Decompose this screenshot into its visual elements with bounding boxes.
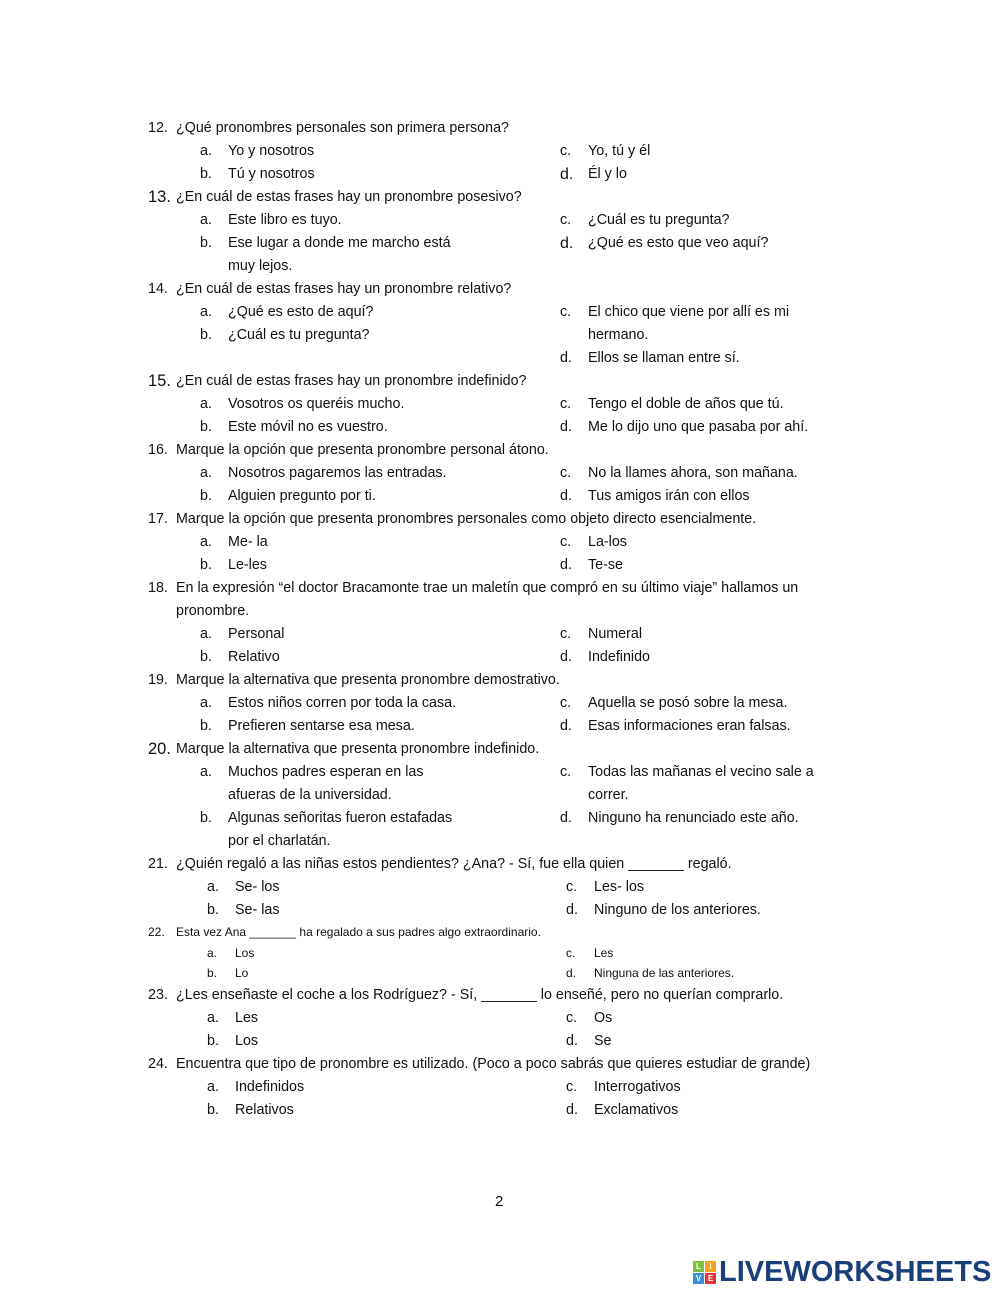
option-text: ¿Qué es esto que veo aquí? [588,235,769,251]
option-text: Tengo el doble de años que tú. [588,396,784,412]
question-24 [148,1053,888,1122]
option-text: Interrogativos [594,1078,681,1095]
option-text: Él y lo [588,166,627,182]
option-text: Te-se [588,557,623,573]
logo-tile: V [693,1273,704,1284]
options-column-left [148,531,560,577]
question-number: 18. [148,580,168,596]
option-text: La-los [588,534,627,550]
logo-tiles-icon [693,1261,716,1284]
option-letter: a. [200,764,212,780]
answer-option[interactable] [200,462,560,485]
option-text: Os [594,1009,613,1026]
option-text: Se- los [235,879,280,895]
option-letter: a. [207,879,219,895]
answer-option[interactable] [200,554,560,577]
option-letter: d. [560,488,572,504]
options-column-right [566,1076,886,1122]
options [148,301,888,370]
option-text: Tú y nosotros [228,166,315,182]
answer-option[interactable] [200,393,560,416]
answer-option[interactable] [560,347,880,370]
options-column-left [148,1076,566,1122]
question-line [148,117,888,140]
question-text: Marque la alternativa que presenta pronombre demostrativo. [176,672,560,688]
option-text: Este libro es tuyo. [228,212,342,228]
option-letter: c. [566,1078,578,1095]
question-18 [148,577,888,669]
option-letter: a. [207,945,218,960]
options-column-left [148,209,560,278]
option-letter: c. [560,695,572,711]
option-letter: d. [560,557,572,573]
option-letter: c. [560,143,572,159]
question-12 [148,117,888,186]
option-letter: a. [200,465,212,481]
option-text: Lo [235,966,249,980]
question-text: En la expresión “el doctor Bracamonte trae un maletín que compró en su último viaje” hallamos un pronombre. [176,580,799,619]
answer-option[interactable] [200,692,560,715]
options-column-right [566,943,886,984]
option-text: Les [594,945,614,960]
option-letter: d. [560,350,572,366]
answer-option[interactable] [560,715,880,738]
question-line [148,1053,888,1076]
options-column-right [560,623,880,669]
answer-option[interactable] [560,646,880,669]
options-column-right [566,876,886,922]
options-column-right [560,140,880,186]
logo-text: LIVEWORKSHEETS [719,1256,992,1288]
option-text: Relativo [228,649,280,665]
question-number: 23. [148,986,168,1003]
options [148,531,888,577]
question-text: Marque la alternativa que presenta pronombre indefinido. [176,741,540,757]
option-letter: a. [200,304,212,320]
question-text: ¿En cuál de estas frases hay un pronombre relativo? [176,281,512,297]
question-line [148,370,888,393]
options-column-right [560,301,880,370]
option-text: Numeral [588,626,643,642]
option-letter: d. [566,1101,578,1118]
worksheet-questions [148,117,888,1122]
answer-option[interactable] [207,963,566,984]
question-text: ¿En cuál de estas frases hay un pronombre indefinido? [176,373,527,389]
options-column-right [560,209,880,278]
question-number: 19. [148,672,168,688]
answer-option[interactable] [200,761,560,807]
option-letter: d. [560,649,572,665]
option-letter: a. [200,396,212,412]
option-text: Ese lugar a donde me marcho está muy lejos. [228,235,451,274]
answer-option[interactable] [560,531,880,554]
answer-option[interactable] [560,692,880,715]
answer-option[interactable] [560,209,880,232]
option-letter: a. [207,1009,219,1026]
option-letter: c. [560,465,572,481]
answer-option[interactable] [200,163,560,186]
question-text: Marque la opción que presenta pronombre personal átono. [176,442,549,458]
options-column-right [560,761,880,853]
options [148,876,888,922]
option-text: Ninguna de las anteriores. [594,966,735,980]
option-letter: b. [200,649,212,665]
answer-option[interactable] [200,232,560,278]
option-text: Yo, tú y él [588,143,651,159]
answer-option[interactable] [560,554,880,577]
question-line [148,508,888,531]
option-letter: a. [200,212,212,228]
option-text: Prefieren sentarse esa mesa. [228,718,415,734]
options [148,943,888,984]
options-column-left [148,623,560,669]
answer-option[interactable] [560,623,880,646]
option-text: Aquella se posó sobre la mesa. [588,695,788,711]
question-number: 20. [148,740,171,758]
option-text: Algunas señoritas fueron estafadas por el charlatán. [228,810,453,849]
question-number: 24. [148,1055,168,1072]
option-letter: b. [200,166,212,182]
option-letter: c. [566,879,578,895]
option-letter: d. [566,966,577,980]
logo-tile: I [705,1261,716,1272]
option-letter: b. [207,1032,219,1049]
answer-option[interactable] [560,462,880,485]
option-letter: b. [200,235,212,251]
option-text: Ellos se llaman entre sí. [588,350,740,366]
option-text: Ninguno de los anteriores. [594,902,761,918]
answer-option[interactable] [200,416,560,439]
option-letter: d. [566,902,578,918]
option-letter: b. [200,810,212,826]
answer-option[interactable] [200,301,560,324]
liveworksheets-logo [693,1256,991,1289]
answer-option[interactable] [207,1007,566,1030]
page-number: 2 [495,1193,504,1210]
question-text: Encuentra que tipo de pronombre es utilizado. (Poco a poco sabrás que quieres estudiar de grande) [176,1055,811,1072]
question-line [148,738,888,761]
answer-option[interactable] [200,324,560,347]
option-text: Estos niños corren por toda la casa. [228,695,457,711]
option-text: Indefinido [588,649,651,665]
options-column-right [566,1007,886,1053]
question-21 [148,853,888,922]
option-text: Ninguno ha renunciado este año. [588,810,799,826]
answer-option[interactable] [560,163,880,186]
question-line [148,669,888,692]
question-line [148,577,888,623]
option-text: Este móvil no es vuestro. [228,419,388,435]
options-column-right [560,462,880,508]
question-line [148,186,888,209]
answer-option[interactable] [566,876,886,899]
options [148,140,888,186]
question-20 [148,738,888,853]
answer-option[interactable] [560,761,880,807]
answer-option[interactable] [560,416,880,439]
answer-option[interactable] [200,209,560,232]
question-23 [148,984,888,1053]
option-letter: c. [560,304,572,320]
option-text: ¿Cuál es tu pregunta? [588,212,730,228]
answer-option[interactable] [200,531,560,554]
answer-option[interactable] [207,1030,566,1053]
option-letter: b. [207,966,218,980]
answer-option[interactable] [200,485,560,508]
option-letter: d. [560,810,572,826]
answer-option[interactable] [566,1007,886,1030]
option-letter: d. [560,166,574,183]
question-number: 15. [148,372,171,390]
options-column-left [148,1007,566,1053]
answer-option[interactable] [566,963,886,984]
answer-option[interactable] [560,232,880,255]
question-17 [148,508,888,577]
answer-option[interactable] [200,807,560,853]
question-line [148,984,888,1007]
option-text: Se- las [235,902,280,918]
question-number: 12. [148,120,168,136]
question-line [148,278,888,301]
options-column-right [560,393,880,439]
option-letter: b. [207,1101,219,1118]
options-column-right [560,531,880,577]
option-text: Yo y nosotros [228,143,315,159]
options [148,393,888,439]
option-text: Esas informaciones eran falsas. [588,718,791,734]
question-14 [148,278,888,370]
option-letter: d. [560,718,572,734]
logo-tile: E [705,1273,716,1284]
answer-option[interactable] [560,393,880,416]
option-text: ¿Qué es esto de aquí? [228,304,374,320]
options-column-left [148,462,560,508]
options-column-left [148,761,560,853]
options-column-left [148,393,560,439]
option-text: Alguien pregunto por ti. [228,488,376,504]
options-column-left [148,301,560,370]
options [148,692,888,738]
options-column-left [148,692,560,738]
option-letter: b. [200,327,212,343]
question-22 [148,922,888,984]
question-number: 21. [148,856,168,872]
answer-option[interactable] [566,1099,886,1122]
options-column-right [560,692,880,738]
answer-option[interactable] [207,1076,566,1099]
options-column-left [148,140,560,186]
option-letter: b. [207,902,219,918]
answer-option[interactable] [566,899,886,922]
answer-option[interactable] [566,1076,886,1099]
question-line [148,439,888,462]
option-letter: b. [200,488,212,504]
option-text: No la llames ahora, son mañana. [588,465,798,481]
answer-option[interactable] [560,140,880,163]
option-text: Le-les [228,557,267,573]
option-letter: a. [200,626,212,642]
question-number: 17. [148,511,168,527]
option-letter: b. [200,718,212,734]
option-text: ¿Cuál es tu pregunta? [228,327,370,343]
options [148,462,888,508]
answer-option[interactable] [207,876,566,899]
option-letter: a. [200,534,212,550]
question-15 [148,370,888,439]
option-letter: c. [566,945,576,960]
options [148,623,888,669]
answer-option[interactable] [566,943,886,964]
question-text: ¿Qué pronombres personales son primera persona? [176,120,509,136]
option-text: El chico que viene por allí es mi hermano. [588,304,790,343]
options-column-left [148,876,566,922]
option-letter: c. [560,626,572,642]
answer-option[interactable] [560,485,880,508]
option-letter: b. [200,557,212,573]
question-text: Marque la opción que presenta pronombres personales como objeto directo esencialmente. [176,511,757,527]
option-text: Nosotros pagaremos las entradas. [228,465,447,481]
option-letter: a. [207,1078,219,1095]
answer-option[interactable] [200,646,560,669]
question-number: 13. [148,188,171,206]
option-letter: c. [566,1009,578,1026]
answer-option[interactable] [207,899,566,922]
question-16 [148,439,888,508]
option-text: Indefinidos [235,1078,305,1095]
option-letter: b. [200,419,212,435]
option-text: Se [594,1032,612,1049]
option-text: Personal [228,626,285,642]
question-text: ¿Quién regaló a las niñas estos pendientes? ¿Ana? - Sí, fue ella quien _______ regaló. [176,856,732,872]
option-text: Vosotros os queréis mucho. [228,396,405,412]
option-text: Tus amigos irán con ellos [588,488,750,504]
option-letter: c. [560,534,572,550]
answer-option[interactable] [200,140,560,163]
option-text: Los [235,945,255,960]
answer-option[interactable] [566,1030,886,1053]
option-text: Exclamativos [594,1101,679,1118]
logo-tile: L [693,1261,704,1272]
option-letter: c. [560,396,572,412]
option-letter: a. [200,695,212,711]
question-text: ¿En cuál de estas frases hay un pronombre posesivo? [176,189,522,205]
question-13 [148,186,888,278]
option-text: Relativos [235,1101,294,1118]
question-text: ¿Les enseñaste el coche a los Rodríguez? - Sí, _______ lo enseñé, pero no querían comprarlo. [176,986,784,1003]
question-number: 22. [148,925,165,939]
options [148,1007,888,1053]
option-text: Les- los [594,879,645,895]
question-number: 14. [148,281,168,297]
answer-option[interactable] [200,623,560,646]
option-text: Me- la [228,534,268,550]
option-letter: d. [560,235,574,252]
answer-option[interactable] [207,1099,566,1122]
question-19 [148,669,888,738]
options [148,761,888,853]
options [148,1076,888,1122]
options-column-left [148,943,566,984]
options [148,209,888,278]
option-text: Les [235,1009,259,1026]
option-text: Muchos padres esperan en las afueras de la universidad. [228,764,424,803]
option-text: Los [235,1032,259,1049]
answer-option[interactable] [560,807,880,830]
question-line [148,922,888,943]
option-letter: c. [560,212,572,228]
option-text: Todas las mañanas el vecino sale a correr. [588,764,814,803]
option-letter: c. [560,764,572,780]
option-text: Me lo dijo uno que pasaba por ahí. [588,419,809,435]
answer-option[interactable] [207,943,566,964]
question-line [148,853,888,876]
option-letter: d. [560,419,572,435]
answer-option[interactable] [560,301,880,347]
question-number: 16. [148,442,168,458]
option-letter: a. [200,143,212,159]
answer-option[interactable] [200,715,560,738]
option-letter: d. [566,1032,578,1049]
question-text: Esta vez Ana _______ ha regalado a sus padres algo extraordinario. [176,925,541,939]
